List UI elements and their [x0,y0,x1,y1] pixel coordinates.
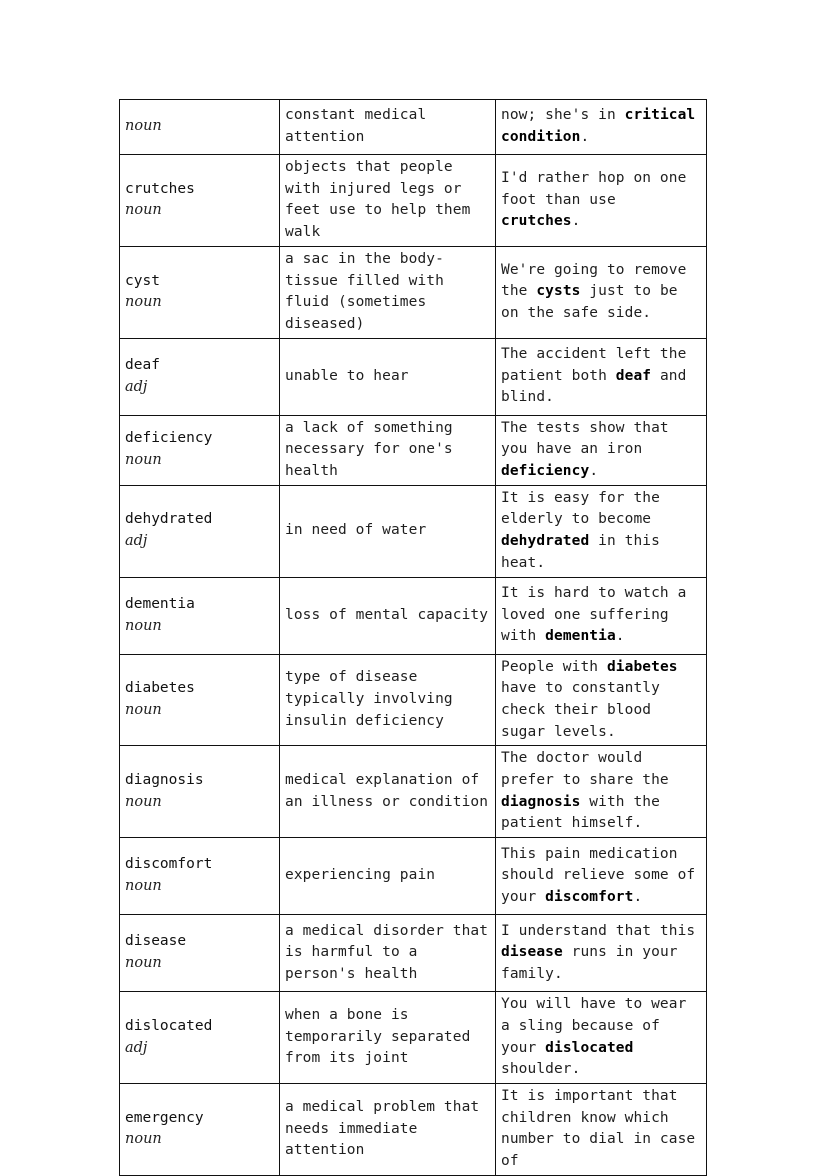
word-cell [120,915,280,992]
part-of-speech: noun [125,617,162,634]
example-cell [496,100,707,155]
part-of-speech: noun [125,202,162,219]
example-text: I'd rather hop on one foot than use [501,169,687,208]
table-row [120,577,707,654]
vocab-word: emergency [125,1109,204,1126]
vocab-word: dementia [125,595,195,612]
word-cell [120,100,280,155]
example-text: The accident left the patient both [501,346,687,384]
table-row [120,1083,707,1175]
part-of-speech: adj [125,378,148,395]
table-row [120,415,707,485]
highlighted-term: deficiency [501,463,590,480]
highlighted-term: deaf [615,367,652,384]
example-cell [496,415,707,485]
example-cell [496,485,707,577]
table-row [120,915,707,992]
example-cell [496,746,707,838]
highlighted-term: dehydrated [501,533,590,550]
part-of-speech: noun [125,294,162,311]
definition-cell: objects that people with injured legs or feet use to help them walk [280,155,496,247]
definition-cell: loss of mental capacity [280,577,496,654]
example-text-end: runs in your family. [501,944,678,983]
example-text: now; she's in [501,107,625,124]
table-row [120,992,707,1084]
vocab-word: crutches [125,180,195,197]
word-cell [120,577,280,654]
example-cell [496,577,707,654]
example-text-end: . [589,463,599,480]
vocab-word: cyst [125,272,160,289]
table-row [120,654,707,746]
word-cell [120,992,280,1084]
table-row [120,485,707,577]
part-of-speech: noun [125,701,162,718]
word-cell [120,1083,280,1175]
vocab-word: dislocated [125,1017,213,1034]
example-text: It is important that children know which number to dial in case of [501,1087,696,1170]
definition-cell: when a bone is temporarily separated from its joint [280,992,496,1084]
example-text: The doctor would prefer to share the [501,750,669,789]
highlighted-term: dislocated [545,1039,634,1056]
vocabulary-table [119,99,707,1176]
definition-cell: constant medical attention [280,100,496,155]
definition-cell: type of disease typically involving insulin deficiency [280,654,496,746]
word-cell [120,155,280,247]
word-cell [120,415,280,485]
part-of-speech: noun [125,452,162,469]
table-row [120,746,707,838]
example-text-end: . [633,889,643,906]
table-row [120,338,707,415]
part-of-speech: noun [125,955,162,972]
example-text-end: with the patient himself. [501,793,660,832]
example-cell [496,1083,707,1175]
highlighted-term: diabetes [606,658,678,675]
example-text: I understand that this [501,922,696,939]
example-text-end: just to be on the safe side. [501,283,678,322]
word-cell [120,485,280,577]
example-text-end: in this heat. [501,533,660,571]
highlighted-term: discomfort [545,889,634,906]
highlighted-term: crutches [501,213,572,230]
definition-cell: a medical problem that needs immediate attention [280,1083,496,1175]
example-text: You will have to wear a sling because of your [501,996,687,1056]
word-cell [120,746,280,838]
definition-cell: experiencing pain [280,838,496,915]
example-cell [496,992,707,1084]
definition-cell: a sac in the body-tissue filled with fluid (sometimes diseased) [280,246,496,338]
vocab-word: diabetes [125,680,195,697]
highlighted-term: disease [501,944,563,961]
definition-cell: a lack of something necessary for one's health [280,415,496,485]
example-text-end: and blind. [501,367,687,406]
example-cell [496,338,707,415]
vocab-word: discomfort [125,856,213,873]
part-of-speech: adj [125,1039,148,1056]
example-text-end: . [571,213,581,230]
vocab-word: disease [125,933,187,950]
vocab-word: diagnosis [125,772,204,789]
example-cell [496,915,707,992]
word-cell [120,838,280,915]
definition-cell: in need of water [280,485,496,577]
definition-cell: unable to hear [280,338,496,415]
example-cell [496,155,707,247]
example-text: The tests show that you have an iron [501,419,669,458]
word-cell [120,338,280,415]
part-of-speech: adj [125,533,148,550]
vocab-word: deaf [125,356,160,373]
example-text-end: . [580,129,590,145]
example-text: We're going to remove the [501,261,687,300]
highlighted-term: dementia [545,628,616,645]
example-text: This pain medication should relieve some of your [501,845,696,906]
example-text: It is easy for the elderly to become [501,489,660,528]
definition-cell: a medical disorder that is harmful to a person's health [280,915,496,992]
part-of-speech: noun [125,1131,162,1148]
highlighted-term: diagnosis [501,793,581,810]
example-text-end: . [615,628,625,645]
word-cell [120,246,280,338]
example-text: It is hard to watch a loved one suffering with [501,584,687,645]
highlighted-term: critical condition [501,107,696,145]
example-cell [496,246,707,338]
table-row [120,246,707,338]
example-text-end: have to constantly check their blood sugar levels. [501,680,660,740]
part-of-speech: noun [125,118,162,135]
part-of-speech: noun [125,878,162,895]
table-row [120,100,707,155]
vocab-word: deficiency [125,430,213,447]
vocab-word: dehydrated [125,511,213,528]
example-text-end: shoulder. [501,1061,581,1078]
word-cell [120,654,280,746]
example-cell [496,838,707,915]
definition-cell: medical explanation of an illness or condition [280,746,496,838]
example-cell [496,654,707,746]
table-row [120,155,707,247]
example-text: People with [501,658,607,675]
table-row [120,838,707,915]
part-of-speech: noun [125,793,162,810]
highlighted-term: cysts [536,283,581,300]
